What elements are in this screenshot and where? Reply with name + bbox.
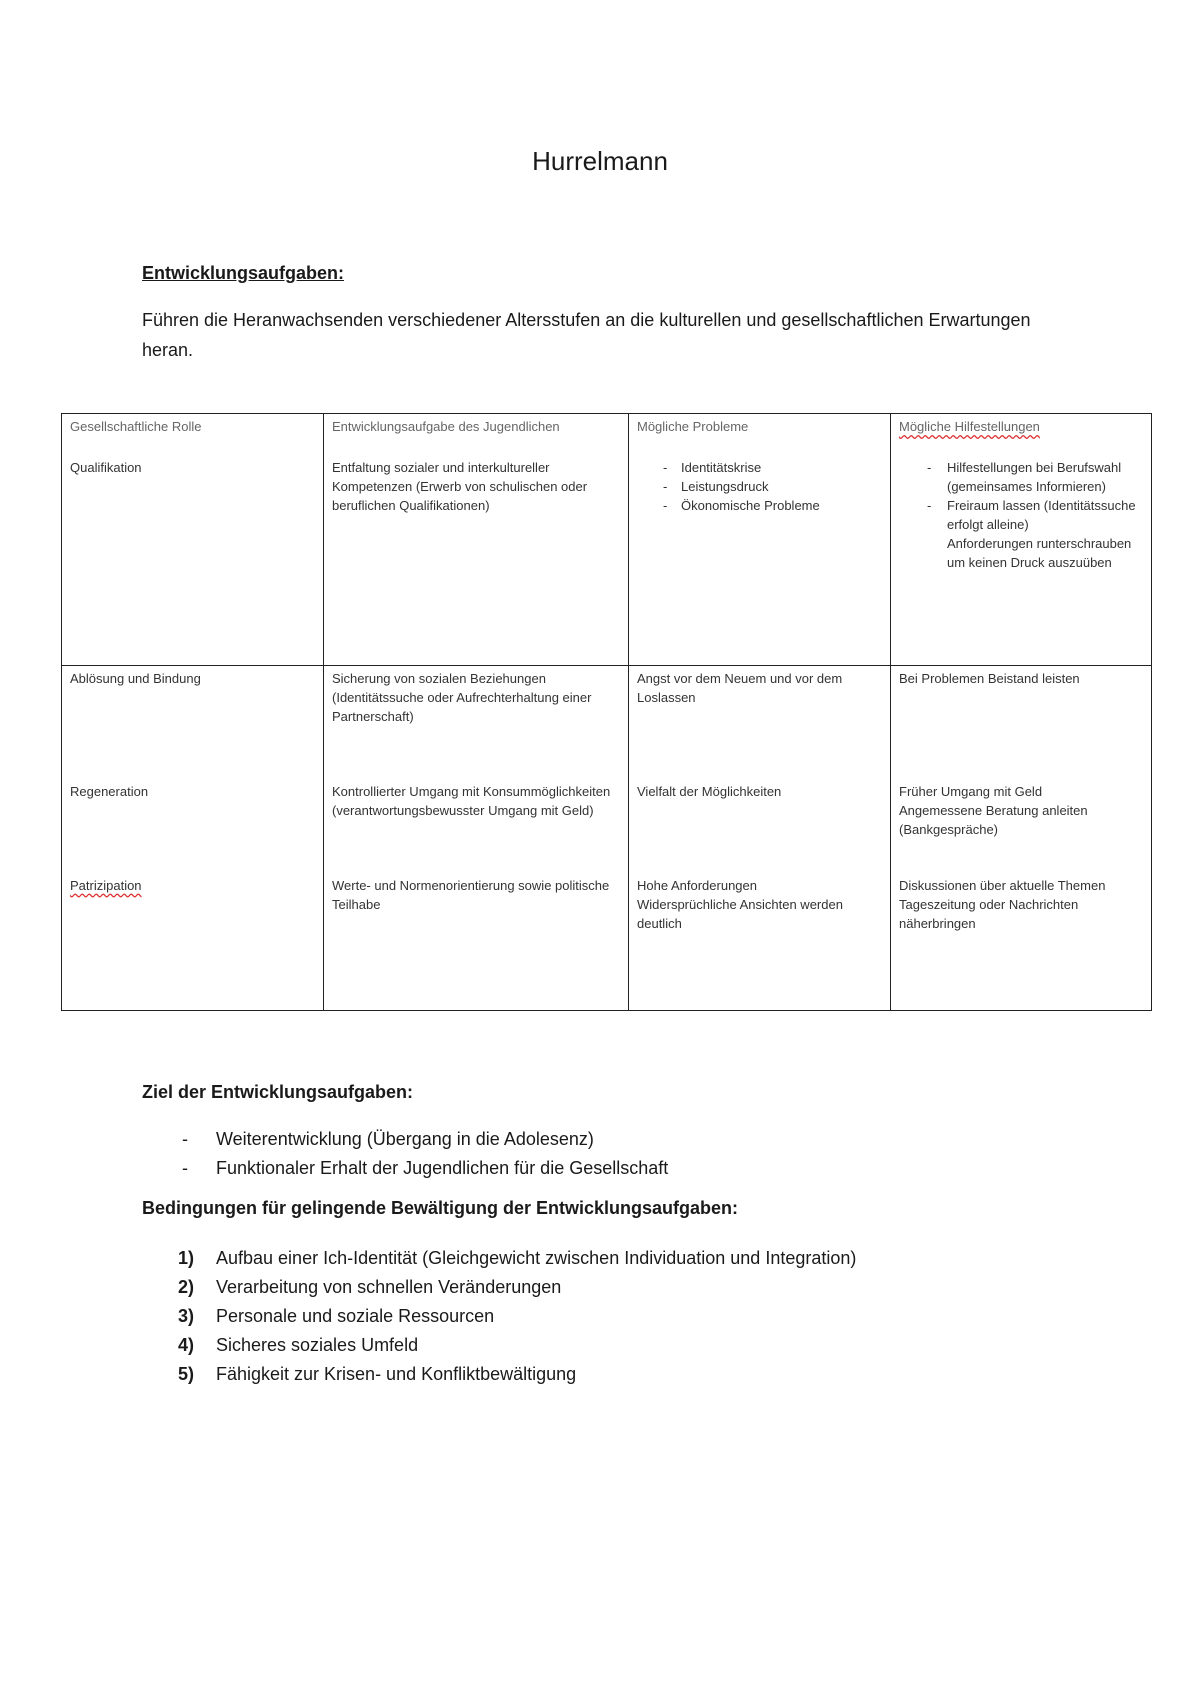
list-item: - Weiterentwicklung (Übergang in die Adolesenz) (142, 1125, 668, 1154)
table-cell (891, 414, 1152, 666)
role-cell: Ablösung und Bindung (70, 671, 201, 686)
table-cell (62, 666, 324, 782)
table-cell (891, 876, 1152, 1011)
page-title: Hurrelmann (532, 146, 668, 176)
help-line: Tageszeitung oder Nachrichten näherbringen (899, 896, 1079, 931)
goals-list (142, 1125, 668, 1183)
list-number: 5) (178, 1364, 195, 1384)
table-row (62, 414, 1152, 666)
list-number: 2) (178, 1277, 195, 1297)
section-heading-ziel: Ziel der Entwicklungsaufgaben: (142, 1082, 414, 1102)
list-text: Verarbeitung von schnellen Veränderungen (216, 1277, 562, 1297)
problems-line: Widersprüchliche Ansichten werden deutlich (637, 896, 843, 931)
problems-cell: Vielfalt der Möglichkeiten (637, 783, 782, 799)
section-heading-bedingungen: Bedingungen für gelingende Bewältigung der Entwicklungsaufgaben: (142, 1198, 739, 1218)
problems-line: Hohe Anforderungen (637, 877, 757, 893)
table-cell (629, 666, 891, 782)
list-item: - Freiraum lassen (Identitätssuche erfolgt alleine) (899, 496, 1143, 534)
column-header-role: Gesellschaftliche Rolle (70, 419, 202, 434)
help-line: Früher Umgang mit Geld (899, 783, 1043, 799)
table-cell (324, 782, 629, 876)
table-row (62, 782, 1152, 876)
list-text: Personale und soziale Ressourcen (216, 1306, 495, 1326)
table-cell (629, 782, 891, 876)
list-text: Sicheres soziales Umfeld (216, 1335, 419, 1355)
list-item: - Hilfestellungen bei Berufswahl (gemeinsames Informieren) (899, 458, 1143, 496)
table-row (62, 666, 1152, 782)
table-cell (629, 414, 891, 666)
list-text: Fähigkeit zur Krisen- und Konfliktbewältigung (216, 1364, 577, 1384)
section-heading-entwicklungsaufgaben: Entwicklungsaufgaben: (142, 263, 345, 283)
list-item: Anforderungen runterschrauben um keinen Druck auszuüben (947, 536, 1132, 570)
column-header-problems: Mögliche Probleme (637, 419, 749, 434)
list-number: 3) (178, 1306, 195, 1326)
list-item: - Funktionaler Erhalt der Jugendlichen für die Gesellschaft (142, 1154, 668, 1183)
table-cell (62, 782, 324, 876)
list-item (142, 1244, 856, 1273)
task-cell: Entfaltung sozialer und interkultureller Kompetenzen (Erwerb von schulischen oder beruflichen Qualifikationen) (332, 460, 588, 513)
problems-cell: Angst vor dem Neuem und vor dem Loslassen (637, 671, 843, 705)
task-cell: Kontrollierter Umgang mit Konsummöglichkeiten (verantwortungsbewusster Umgang mit Geld) (332, 783, 611, 818)
table-cell (324, 666, 629, 782)
list-item: - Leistungsdruck (637, 477, 882, 496)
list-text: Aufbau einer Ich-Identität (Gleichgewicht zwischen Individuation und Integration) (216, 1248, 857, 1268)
list-number: 1) (178, 1248, 195, 1268)
list-item: - Identitätskrise (637, 458, 882, 477)
task-cell: Werte- und Normenorientierung sowie politische Teilhabe (332, 877, 610, 912)
list-item: - Ökonomische Probleme (637, 496, 882, 515)
role-cell: Patrizipation (70, 877, 142, 893)
list-item (142, 1302, 856, 1331)
column-header-help: Mögliche Hilfestellungen (899, 419, 1040, 434)
conditions-list (142, 1244, 856, 1389)
help-list (899, 458, 1143, 572)
role-cell: Regeneration (70, 783, 149, 799)
help-cell: Bei Problemen Beistand leisten (899, 671, 1080, 686)
table-cell (62, 876, 324, 1011)
list-number: 4) (178, 1335, 195, 1355)
table-cell (891, 782, 1152, 876)
task-cell: Sicherung von sozialen Beziehungen (Identitätssuche oder Aufrechterhaltung einer Partnerschaft) (332, 671, 592, 724)
problems-list (637, 458, 882, 515)
table-cell (324, 414, 629, 666)
table-cell (62, 414, 324, 666)
intro-paragraph: Führen die Heranwachsenden verschiedener Altersstufen an die kulturellen und gesellschaftlichen Erwartungen heran. (142, 310, 1031, 360)
list-item (142, 1273, 856, 1302)
help-line: Diskussionen über aktuelle Themen (899, 877, 1106, 893)
role-cell: Qualifikation (70, 460, 142, 475)
column-header-task: Entwicklungsaufgabe des Jugendlichen (332, 419, 560, 434)
table-row (62, 876, 1152, 1011)
table-cell (629, 876, 891, 1011)
table-cell (891, 666, 1152, 782)
list-item (142, 1360, 856, 1389)
development-tasks-table (61, 413, 1152, 1011)
help-line: Angemessene Beratung anleiten (Bankgespräche) (899, 802, 1088, 837)
list-item (142, 1331, 856, 1360)
table-cell (324, 876, 629, 1011)
